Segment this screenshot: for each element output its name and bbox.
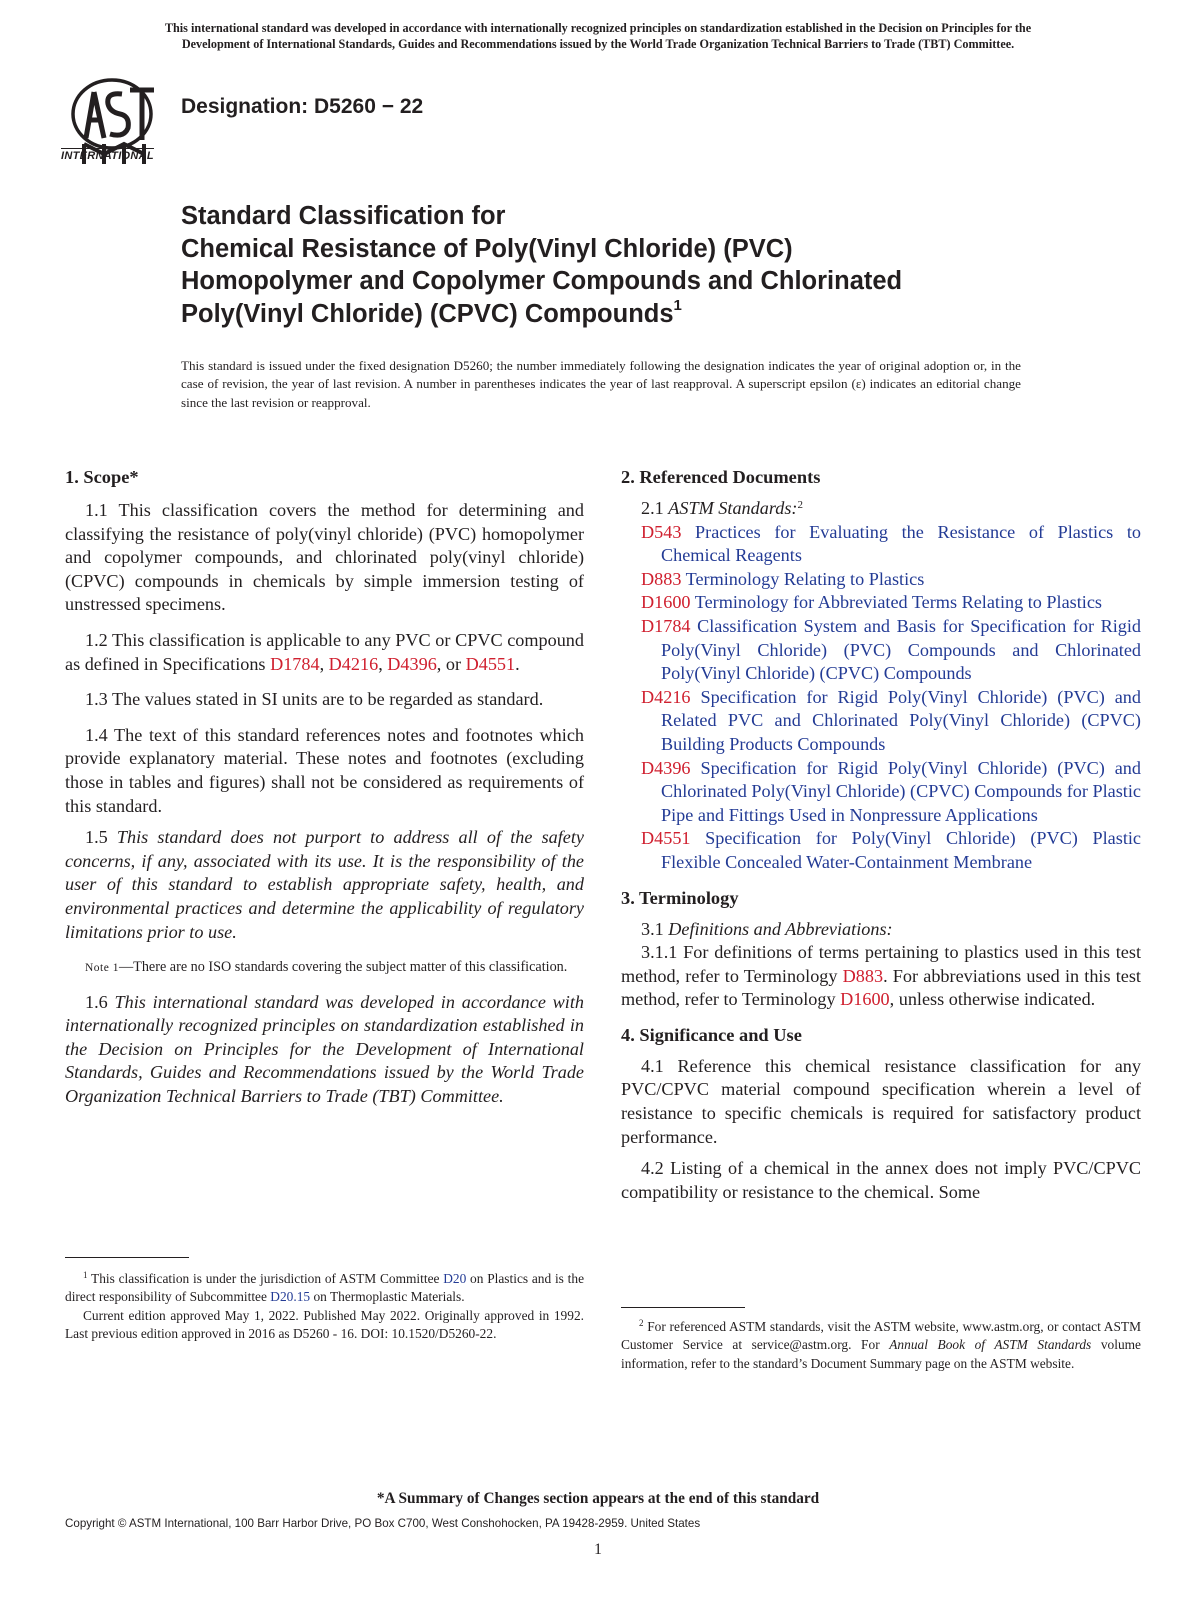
footnote-text: This classification is under the jurisdiction of ASTM Committee <box>91 1271 444 1286</box>
footnote-text: volume information, refer to the standard’s Document Summary page on the ASTM website. <box>621 1337 1141 1371</box>
issued-note: This standard is issued under the fixed designation D5260; the number immediately following the designation indicates the year of original adoption or, in the case of revision, the year of last revision. A number in parentheses indicates the year of last reapproval. A superscript epsilon (ε) indicates an editorial change since the last revision or reapproval. <box>181 358 1021 410</box>
link-d883-term[interactable]: D883 <box>842 965 884 986</box>
footnote-text: on Plastics and is the direct responsibility of Subcommittee <box>65 1271 585 1305</box>
reference-list <box>621 521 1141 875</box>
reference-title[interactable]: Specification for Poly(Vinyl Chloride) (PVC) Plastic Flexible Concealed Water-Containment Membrane <box>661 828 1141 872</box>
terminology-heading: 3. Terminology <box>621 887 739 908</box>
link-d1784[interactable]: D1784 <box>270 653 320 674</box>
scope-heading: 1. Scope* <box>65 467 139 487</box>
designation: Designation: D5260 − 22 <box>181 95 424 118</box>
subheading-text: Definitions and Abbreviations: <box>668 918 893 939</box>
para-1-5-number: 1.5 <box>85 827 117 848</box>
para-3-1-1-text: 3.1.1 For definitions of terms pertaining to plastics used in this test method, refer to Terminology <box>621 942 1141 986</box>
reference-item <box>641 568 1141 592</box>
reference-item <box>641 591 1141 615</box>
title-line4: Poly(Vinyl Chloride) (CPVC) Compounds <box>181 299 674 328</box>
reference-title[interactable]: Terminology Relating to Plastics <box>681 568 925 589</box>
footnote-1 <box>65 1270 584 1344</box>
reference-item <box>641 827 1141 874</box>
para-1-6 <box>65 991 584 1109</box>
separator: , <box>319 653 329 674</box>
footnote-text: on Thermoplastic Materials. <box>310 1289 465 1305</box>
footnote-mark: 2 <box>639 1318 644 1328</box>
subheading-number: 2.1 <box>641 498 669 518</box>
footnote-text: Annual Book of ASTM Standards <box>889 1337 1092 1353</box>
right-column <box>621 466 1141 1204</box>
link-d543[interactable]: D543 <box>641 521 682 542</box>
para-1-1: 1.1 This classification covers the method for determining and classifying the resistance of poly(vinyl chloride) (PVC) homopolymer and copolymer compounds, and chlorinated poly(vinyl chloride) (CPVC) compounds in chemicals by simple immersion testing of unstressed specimens. <box>65 500 584 615</box>
link-d883[interactable]: D883 <box>641 568 682 589</box>
para-3-1-1-text: . For abbreviations used in this test method, refer to Terminology <box>621 965 1141 1010</box>
title-line3: Homopolymer and Copolymer Compounds and Chlorinated <box>181 267 903 295</box>
link-d1600[interactable]: D1600 <box>641 592 691 613</box>
astm-logo <box>61 78 170 168</box>
subheading-number: 3.1 <box>641 918 669 939</box>
astm-standards-subheading <box>621 497 1141 521</box>
reference-item <box>641 615 1141 686</box>
link-d4396[interactable]: D4396 <box>387 653 437 674</box>
reference-item <box>641 686 1141 757</box>
reference-title[interactable]: Terminology for Abbreviated Terms Relating to Plastics <box>690 592 1103 613</box>
document-title <box>181 200 1081 330</box>
link-d1784-ref[interactable]: D1784 <box>641 615 691 636</box>
reference-title[interactable]: Specification for Rigid Poly(Vinyl Chloride) (PVC) and Chlorinated Poly(Vinyl Chloride) (CPVC) Compounds for Plastic Pipe and Fittings Used in Nonpressure Applications <box>661 757 1141 825</box>
title-footnote-mark: 1 <box>673 296 682 314</box>
separator: , or <box>436 653 466 674</box>
footnote-mark: 1 <box>83 1270 88 1280</box>
para-4-1: 4.1 Reference this chemical resistance classification for any PVC/CPVC material compound specification wherein a level of resistance to specific chemicals is required for satisfactory product performance. <box>621 1055 1141 1147</box>
terminology-subheading <box>621 918 1141 942</box>
footnote-mark: 2 <box>797 499 803 511</box>
title-line1: Standard Classification for <box>181 202 506 230</box>
link-d4396-ref[interactable]: D4396 <box>641 757 691 778</box>
left-column <box>65 466 584 1109</box>
summary-note: *A Summary of Changes section appears at the end of this standard <box>376 1490 820 1507</box>
footnote-text: For referenced ASTM standards, visit the ASTM website, www.astm.org, or contact ASTM Customer Service at service@astm.org. For <box>621 1319 1141 1353</box>
referenced-heading: 2. Referenced Documents <box>621 467 821 487</box>
wto-notice <box>55 20 1141 52</box>
para-1-6-text: This international standard was developed in accordance with internationally recognized principles on standardization established in the Decision on Principles for the Development of International Standards, Guides and Recommendations issued by the World Trade Organization Technical Barriers to Trade (TBT) Committee. <box>65 991 585 1106</box>
para-1-5-text: This standard does not purport to address all of the safety concerns, if any, associated with its use. It is the responsibility of the user of this standard to establish appropriate safety, health, and environmental practices and determine the applicability of regulatory limitations prior to use. <box>65 827 584 942</box>
link-d4551-ref[interactable]: D4551 <box>641 828 691 849</box>
para-4-2: 4.2 Listing of a chemical in the annex does not imply PVC/CPVC compatibility or resistance to the chemical. Some <box>621 1158 1141 1202</box>
page-number: 1 <box>594 1541 602 1558</box>
period: . <box>515 653 520 674</box>
footnote-2-text <box>621 1318 1141 1373</box>
para-3-1-1-text: , unless otherwise indicated. <box>889 989 1096 1010</box>
para-1-2 <box>65 629 584 676</box>
subheading-text: ASTM Standards: <box>668 498 798 518</box>
significance-heading: 4. Significance and Use <box>621 1024 802 1045</box>
footnote-1-text <box>65 1270 584 1307</box>
reference-title[interactable]: Practices for Evaluating the Resistance of Plastics to Chemical Reagents <box>661 521 1141 566</box>
footnote-2 <box>621 1318 1141 1373</box>
reference-item <box>641 757 1141 828</box>
note-1-label: Note 1 <box>85 962 119 975</box>
link-d20-15[interactable]: D20.15 <box>270 1289 311 1305</box>
para-1-5 <box>65 826 584 944</box>
para-1-3: 1.3 The values stated in SI units are to be regarded as standard. <box>85 689 544 710</box>
reference-title[interactable]: Specification for Rigid Poly(Vinyl Chloride) (PVC) and Related PVC and Chlorinated Poly(Vinyl Chloride) (CPVC) Building Products Compounds <box>661 686 1141 754</box>
link-d4216-ref[interactable]: D4216 <box>641 686 691 707</box>
wto-notice-line2: Development of International Standards, Guides and Recommendations issued by the World Trade Organization Technical Barriers to Trade (TBT) Committee. <box>181 37 1015 51</box>
separator: , <box>378 653 388 674</box>
link-d1600-term[interactable]: D1600 <box>840 989 890 1010</box>
note-1 <box>65 958 584 979</box>
para-1-2-text: 1.2 This classification is applicable to any PVC or CPVC compound as defined in Specifications <box>65 629 584 674</box>
logo-text: INTERNATIONAL <box>61 150 154 162</box>
wto-notice-line1: This international standard was developed in accordance with internationally recognized principles on standardization established in the Decision on Principles for the <box>164 21 1032 35</box>
copyright: Copyright © ASTM International, 100 Barr Harbor Drive, PO Box C700, West Conshohocken, PA 19428-2959. United States <box>65 1517 701 1530</box>
reference-item <box>641 521 1141 568</box>
link-d4551[interactable]: D4551 <box>465 653 516 674</box>
link-d20[interactable]: D20 <box>443 1271 467 1286</box>
para-1-4: 1.4 The text of this standard references notes and footnotes which provide explanatory material. These notes and footnotes (excluding those in tables and figures) shall not be considered as requirements of this standard. <box>65 724 584 816</box>
footnote-edition: Current edition approved May 1, 2022. Published May 2022. Originally approved in 1992. Last previous edition approved in 2016 as D5260 - 16. DOI: 10.1520/D5260-22. <box>65 1307 584 1342</box>
link-d4216[interactable]: D4216 <box>328 653 379 674</box>
para-1-6-number: 1.6 <box>85 991 115 1012</box>
footnote-rule <box>65 1257 189 1258</box>
footnote-rule <box>621 1307 745 1308</box>
reference-title[interactable]: Classification System and Basis for Specification for Rigid Poly(Vinyl Chloride) (PVC) Compounds and Chlorinated Poly(Vinyl Chloride) (CPVC) Compounds <box>661 615 1141 684</box>
para-3-1-1 <box>621 941 1141 1012</box>
note-1-text: —There are no ISO standards covering the subject matter of this classification. <box>118 959 568 976</box>
title-line2: Chemical Resistance of Poly(Vinyl Chloride) (PVC) <box>181 234 793 263</box>
